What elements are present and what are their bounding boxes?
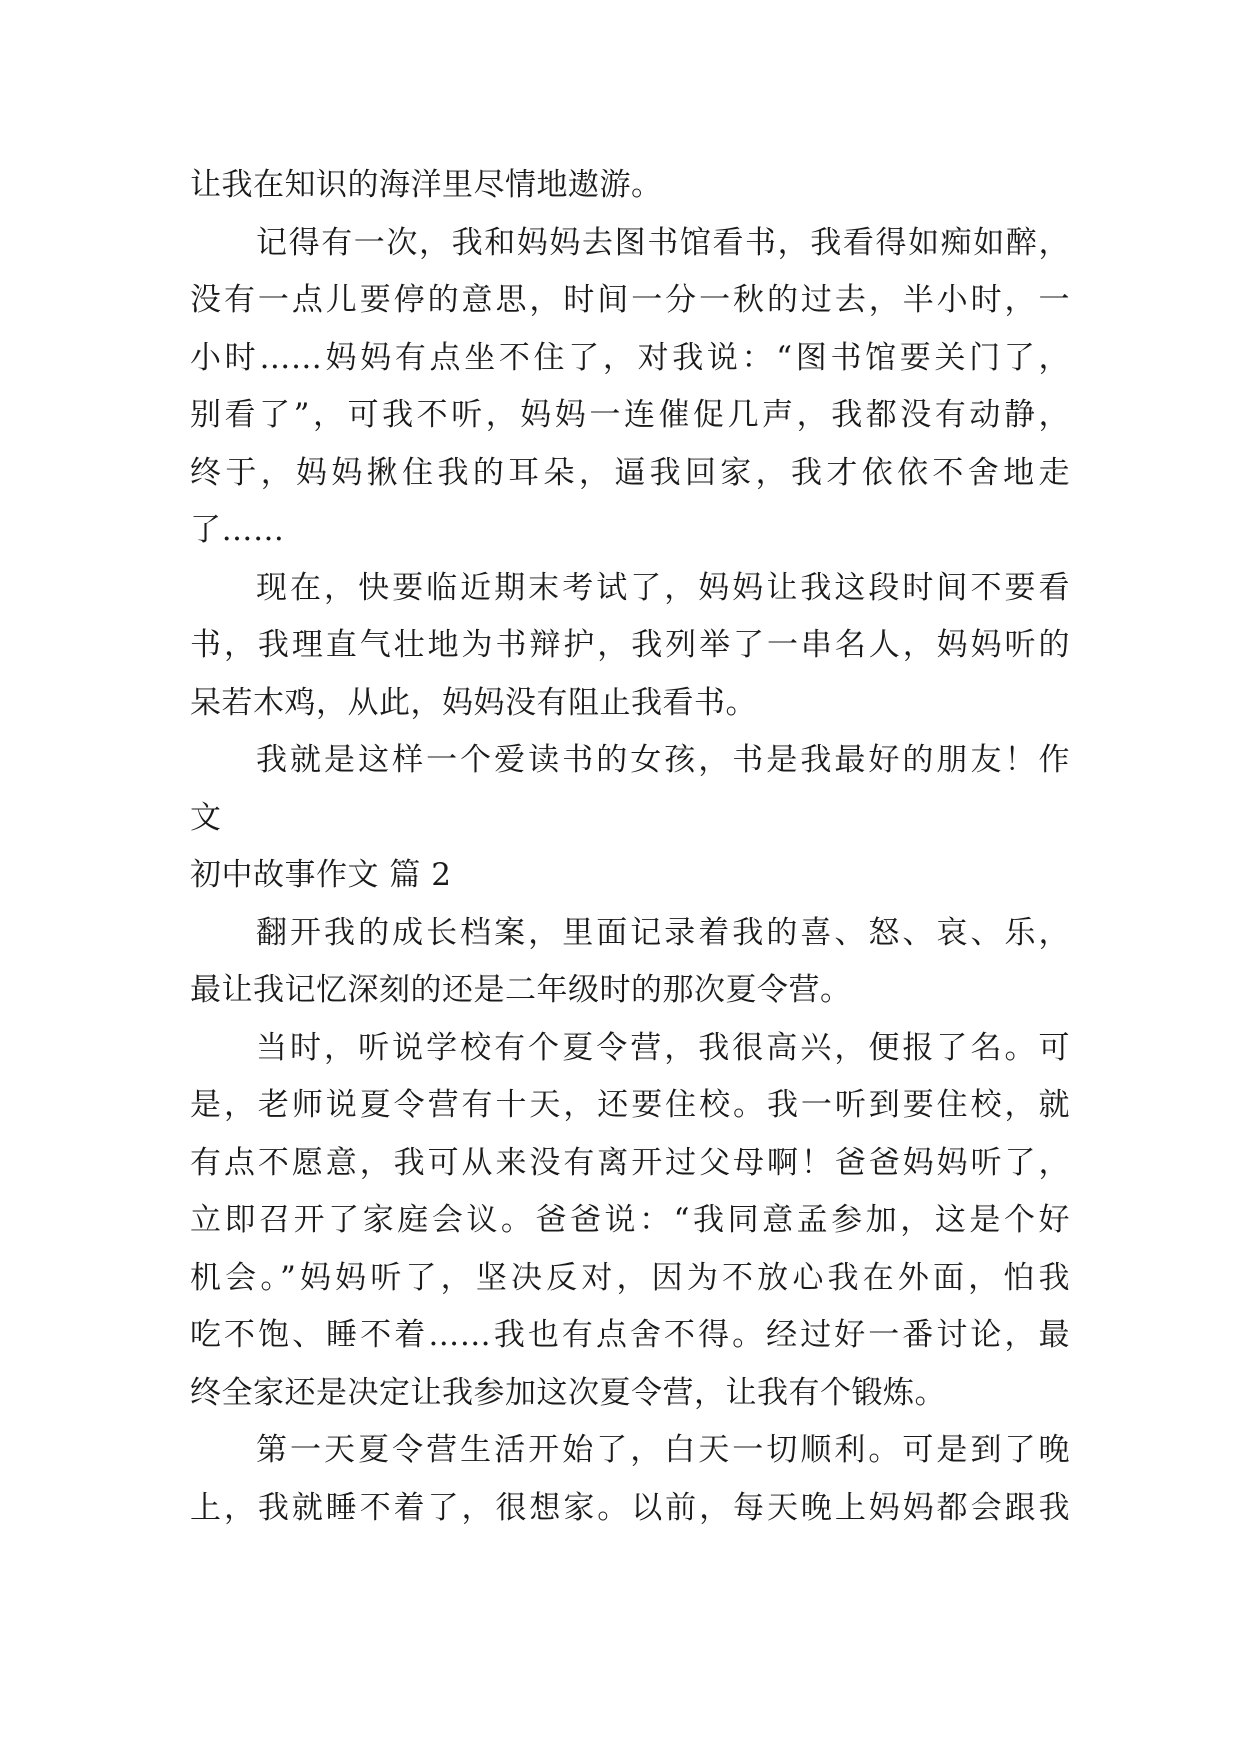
text-line: 是，老师说夏令营有十天，还要住校。我一听到要住校，就 [190,1087,1070,1123]
text-line: 吃不饱、睡不着……我也有点舍不得。经过好一番讨论，最 [190,1317,1070,1353]
text-line: 上，我就睡不着了，很想家。以前，每天晚上妈妈都会跟我 [190,1490,1070,1526]
paragraph-first-line: 翻开我的成长档案，里面记录着我的喜、怒、哀、乐， [256,915,1070,951]
text-line: 立即召开了家庭会议。爸爸说：“我同意孟参加，这是个好 [190,1202,1070,1238]
text-line: 让我在知识的海洋里尽情地遨游。 [190,167,663,203]
text-line: 终全家还是决定让我参加这次夏令营，让我有个锻炼。 [190,1375,946,1411]
section-heading: 初中故事作文 篇 2 [190,857,452,893]
text-line: 了…… [190,512,285,548]
text-line: 呆若木鸡，从此，妈妈没有阻止我看书。 [190,685,757,721]
paragraph-first-line: 当时，听说学校有个夏令营，我很高兴，便报了名。可 [256,1030,1070,1066]
text-line: 书，我理直气壮地为书辩护，我列举了一串名人，妈妈听的 [190,627,1070,663]
paragraph-first-line: 第一天夏令营生活开始了，白天一切顺利。可是到了晚 [256,1432,1070,1468]
text-line: 没有一点儿要停的意思，时间一分一秋的过去，半小时，一 [190,282,1070,318]
text-line: 文 [190,800,222,836]
text-line: 最让我记忆深刻的还是二年级时的那次夏令营。 [190,972,852,1008]
text-line: 小时……妈妈有点坐不住了，对我说：“图书馆要关门了， [190,340,1070,376]
paragraph-first-line: 现在，快要临近期末考试了，妈妈让我这段时间不要看 [256,570,1070,606]
text-line: 有点不愿意，我可从来没有离开过父母啊！爸爸妈妈听了， [190,1145,1070,1181]
text-line: 别看了”，可我不听，妈妈一连催促几声，我都没有动静， [190,397,1070,433]
paragraph-first-line: 记得有一次，我和妈妈去图书馆看书，我看得如痴如醉， [256,225,1070,261]
paragraph-first-line: 我就是这样一个爱读书的女孩，书是我最好的朋友！作 [256,742,1070,778]
text-line: 机会。”妈妈听了，坚决反对，因为不放心我在外面，怕我 [190,1260,1070,1296]
text-line: 终于，妈妈揪住我的耳朵，逼我回家，我才依依不舍地走 [190,455,1070,491]
